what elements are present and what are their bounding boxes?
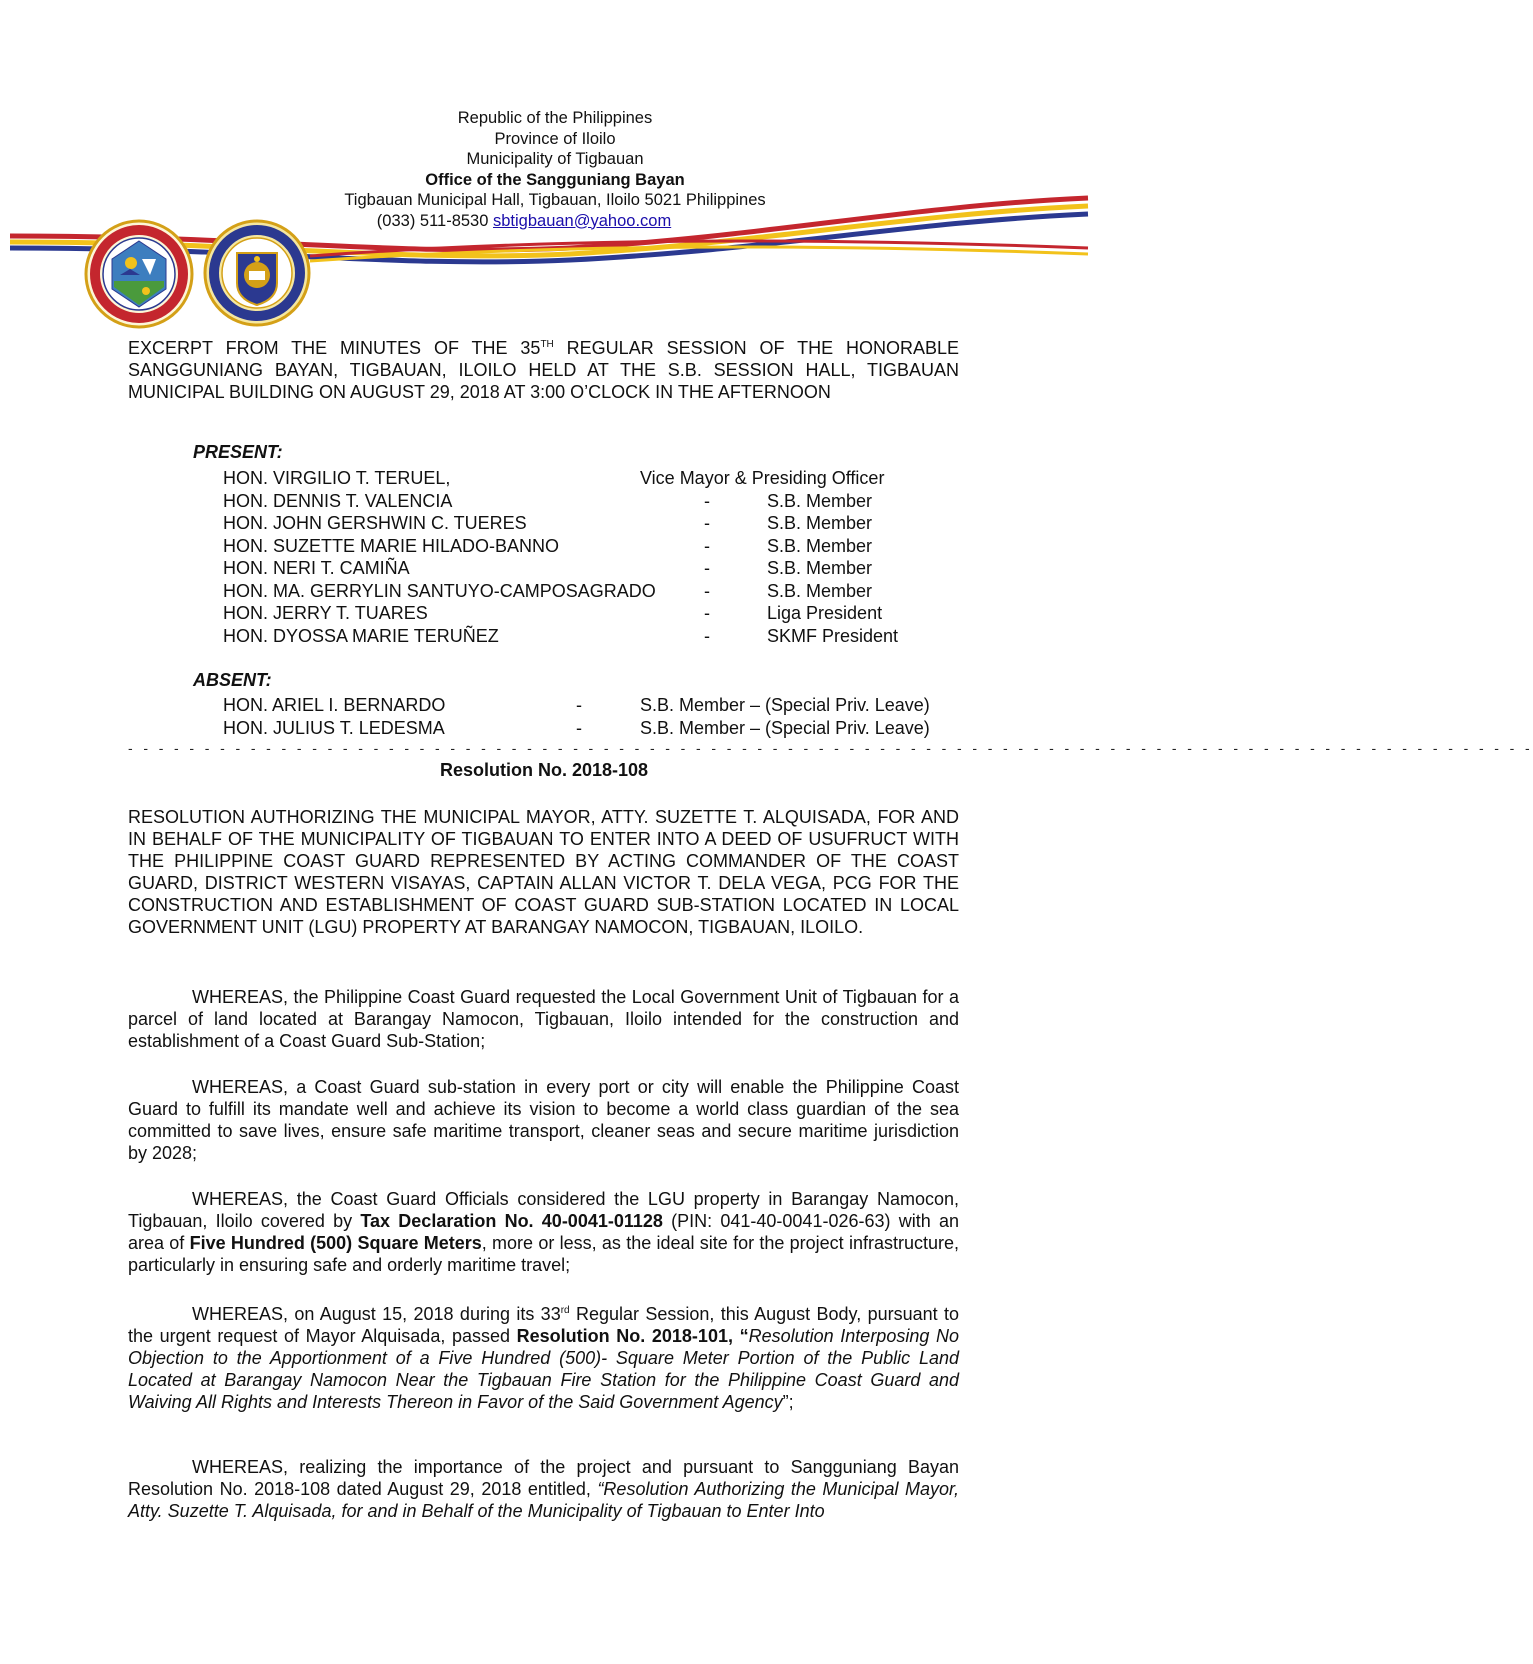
tax-declaration-number: Tax Declaration No. 40-0041-01128 bbox=[360, 1211, 663, 1231]
present-member-name: HON. MA. GERRYLIN SANTUYO-CAMPOSAGRADO bbox=[223, 580, 656, 601]
present-member-role: S.B. Member bbox=[767, 558, 873, 578]
present-member-role: S.B. Member bbox=[767, 513, 873, 533]
letterhead-phone: (033) 511-8530 bbox=[376, 211, 489, 230]
absent-member-dash: - bbox=[576, 695, 582, 715]
absent-label: ABSENT: bbox=[193, 670, 272, 690]
present-member-row bbox=[223, 625, 963, 647]
whereas-paragraph-1 bbox=[128, 986, 959, 1052]
present-member-name: HON. SUZETTE MARIE HILADO-BANNO bbox=[223, 535, 560, 556]
resolution-title: RESOLUTION AUTHORIZING THE MUNICIPAL MAYOR, ATTY. SUZETTE T. ALQUISADA, FOR AND IN BEHALF OF THE MUNICIPALITY OF TIGBAUAN TO ENTER INTO A DEED OF USUFRUCT WITH THE PHILIPPINE COAST GUARD REPRESENTED BY ACTING COMMANDER OF THE COAST GUARD, DISTRICT WESTERN VISAYAS, CAPTAIN ALLAN VICTOR T. DELA VEGA, PCG FOR THE CONSTRUCTION AND ESTABLISHMENT OF COAST GUARD SUB-STATION LOCATED IN LOCAL GOVERNMENT UNIT (LGU) PROPERTY AT BARANGAY NAMOCON, TIGBAUAN, ILOILO. bbox=[128, 807, 959, 937]
minutes-excerpt-heading bbox=[128, 334, 959, 403]
present-member-dash: - bbox=[704, 603, 710, 623]
present-member-name: HON. DENNIS T. VALENCIA bbox=[223, 490, 453, 511]
whereas-4-text-a: WHEREAS, on August 15, 2018 during its 33 bbox=[192, 1304, 561, 1324]
absent-member-row bbox=[223, 717, 963, 739]
whereas-4-text-b: Regular Session, this August Body, pursuant to the urgent request of Mayor Alquisada, passed bbox=[128, 1304, 959, 1346]
letterhead-province: Province of Iloilo bbox=[494, 129, 616, 148]
whereas-3-text-e: , more or less, as the ideal site for the project infrastructure, particularly in ensuring safe and orderly maritime travel; bbox=[128, 1233, 959, 1275]
whereas-4-superscript: rd bbox=[560, 1305, 570, 1316]
present-member-dash: - bbox=[704, 490, 710, 511]
whereas-paragraph-2 bbox=[128, 1076, 959, 1164]
letterhead-address: Tigbauan Municipal Hall, Tigbauan, Iloilo 5021 Philippines bbox=[344, 191, 766, 209]
whereas-5-quoted-title: “Resolution Authorizing the Municipal Mayor, Atty. Suzette T. Alquisada, for and in Behalf of the Municipality of Tigbauan to Enter Into bbox=[128, 1479, 959, 1521]
present-member-dash: - bbox=[704, 558, 710, 578]
present-member-role: S.B. Member bbox=[767, 490, 873, 511]
present-member-name: HON. NERI T. CAMIÑA bbox=[223, 558, 410, 578]
present-member-dash: - bbox=[704, 535, 710, 556]
prior-resolution-number: Resolution No. 2018-101, bbox=[516, 1326, 733, 1346]
present-member-row bbox=[223, 467, 963, 489]
whereas-1-text: WHEREAS, the Philippine Coast Guard requested the Local Government Unit of Tigbauan for a parcel of land located at Barangay Namocon, Tigbauan, Iloilo intended for the construction and establishment of a Coast Guard Sub-Station; bbox=[128, 987, 959, 1051]
present-member-row bbox=[223, 512, 963, 534]
absent-member-role: S.B. Member – (Special Priv. Leave) bbox=[640, 695, 930, 715]
present-member-role: SKMF President bbox=[767, 625, 899, 646]
separator-line: - - - - - - - - - - - - - - - - - - - - - - - - - - - - - - - - - - - - - - - - - - - - - - - - - - - - - - - - - - - - - - - - - - - - - - - - - - - - - - - - - - - - - - - - - - - - bbox=[128, 740, 1533, 756]
present-member-name: HON. JOHN GERSHWIN C. TUERES bbox=[223, 513, 527, 533]
excerpt-text-part1: EXCERPT FROM THE MINUTES OF THE 35 bbox=[128, 338, 541, 358]
absent-member-row bbox=[223, 694, 963, 716]
whereas-5-text-a: WHEREAS, realizing the importance of the project and pursuant to Sangguniang Bayan Resolution No. 2018-108 dated August 29, 2018 entitled, bbox=[128, 1457, 959, 1499]
present-member-dash: - bbox=[704, 513, 710, 533]
present-label: PRESENT: bbox=[193, 442, 283, 462]
absent-member-name: HON. JULIUS T. LEDESMA bbox=[223, 717, 445, 738]
present-member-row bbox=[223, 580, 963, 602]
excerpt-text-part2: REGULAR SESSION OF THE HONORABLE SANGGUNIANG BAYAN, TIGBAUAN, ILOILO HELD AT THE S.B. SESSION HALL, TIGBAUAN MUNICIPAL BUILDING ON AUGUST 29, 2018 AT 3:00 O’CLOCK IN THE AFTERNOON bbox=[128, 338, 960, 402]
whereas-3-text-c: (PIN: 041-40-0041-026-63) with an area of bbox=[128, 1211, 959, 1253]
letterhead-municipality: Municipality of Tigbauan bbox=[466, 150, 644, 168]
excerpt-superscript: TH bbox=[540, 339, 554, 350]
open-quote: “ bbox=[739, 1326, 749, 1346]
absent-member-dash: - bbox=[576, 717, 582, 738]
municipal-seal-logo bbox=[84, 219, 194, 329]
whereas-2-text: WHEREAS, a Coast Guard sub-station in every port or city will enable the Philippine Coast Guard to fulfill its mandate well and achieve its vision to become a world class guardian of the sea committed to save lives, ensure safe maritime transport, cleaner seas and secure maritime jurisdiction by 2028; bbox=[128, 1077, 959, 1163]
present-member-role: Vice Mayor & Presiding Officer bbox=[640, 468, 885, 488]
present-member-dash: - bbox=[704, 625, 710, 646]
close-quote: ”; bbox=[782, 1392, 794, 1412]
whereas-paragraph-4 bbox=[128, 1300, 959, 1413]
letterhead-country: Republic of the Philippines bbox=[457, 109, 653, 127]
present-member-role: S.B. Member bbox=[767, 535, 873, 556]
property-area: Five Hundred (500) Square Meters bbox=[189, 1233, 482, 1253]
whereas-paragraph-5 bbox=[128, 1456, 959, 1522]
prior-resolution-title: Resolution Interposing No Objection to the Apportionment of a Five Hundred (500)- Square Meter Portion of the Public Land Located at Barangay Namocon Near the Tigbauan Fire Station for the Philippine Coast Guard and Waiving All Rights and Interests Thereon in Favor of the Said Government Agency bbox=[128, 1326, 959, 1412]
letterhead-office: Office of the Sangguniang Bayan bbox=[425, 170, 685, 189]
present-member-row bbox=[223, 602, 963, 624]
present-member-dash: - bbox=[704, 580, 710, 601]
present-member-role: S.B. Member bbox=[767, 580, 873, 601]
present-member-row bbox=[223, 490, 963, 512]
present-member-name: HON. DYOSSA MARIE TERUÑEZ bbox=[223, 625, 499, 646]
whereas-3-text-a: WHEREAS, the Coast Guard Officials considered the LGU property in Barangay Namocon, Tigbauan, Iloilo covered by bbox=[128, 1189, 959, 1231]
sangguniang-bayan-seal-logo bbox=[203, 219, 311, 327]
absent-member-role: S.B. Member – (Special Priv. Leave) bbox=[640, 717, 930, 738]
whereas-paragraph-3 bbox=[128, 1188, 959, 1276]
present-member-name: HON. VIRGILIO T. TERUEL, bbox=[223, 468, 451, 488]
present-member-row bbox=[223, 535, 963, 557]
present-member-name: HON. JERRY T. TUARES bbox=[223, 603, 428, 623]
absent-member-name: HON. ARIEL I. BERNARDO bbox=[223, 695, 446, 715]
resolution-number: Resolution No. 2018-108 bbox=[439, 760, 649, 780]
present-member-role: Liga President bbox=[767, 603, 883, 623]
present-member-row bbox=[223, 557, 963, 579]
letterhead-email-link[interactable]: sbtigbauan@yahoo.com bbox=[493, 211, 672, 230]
